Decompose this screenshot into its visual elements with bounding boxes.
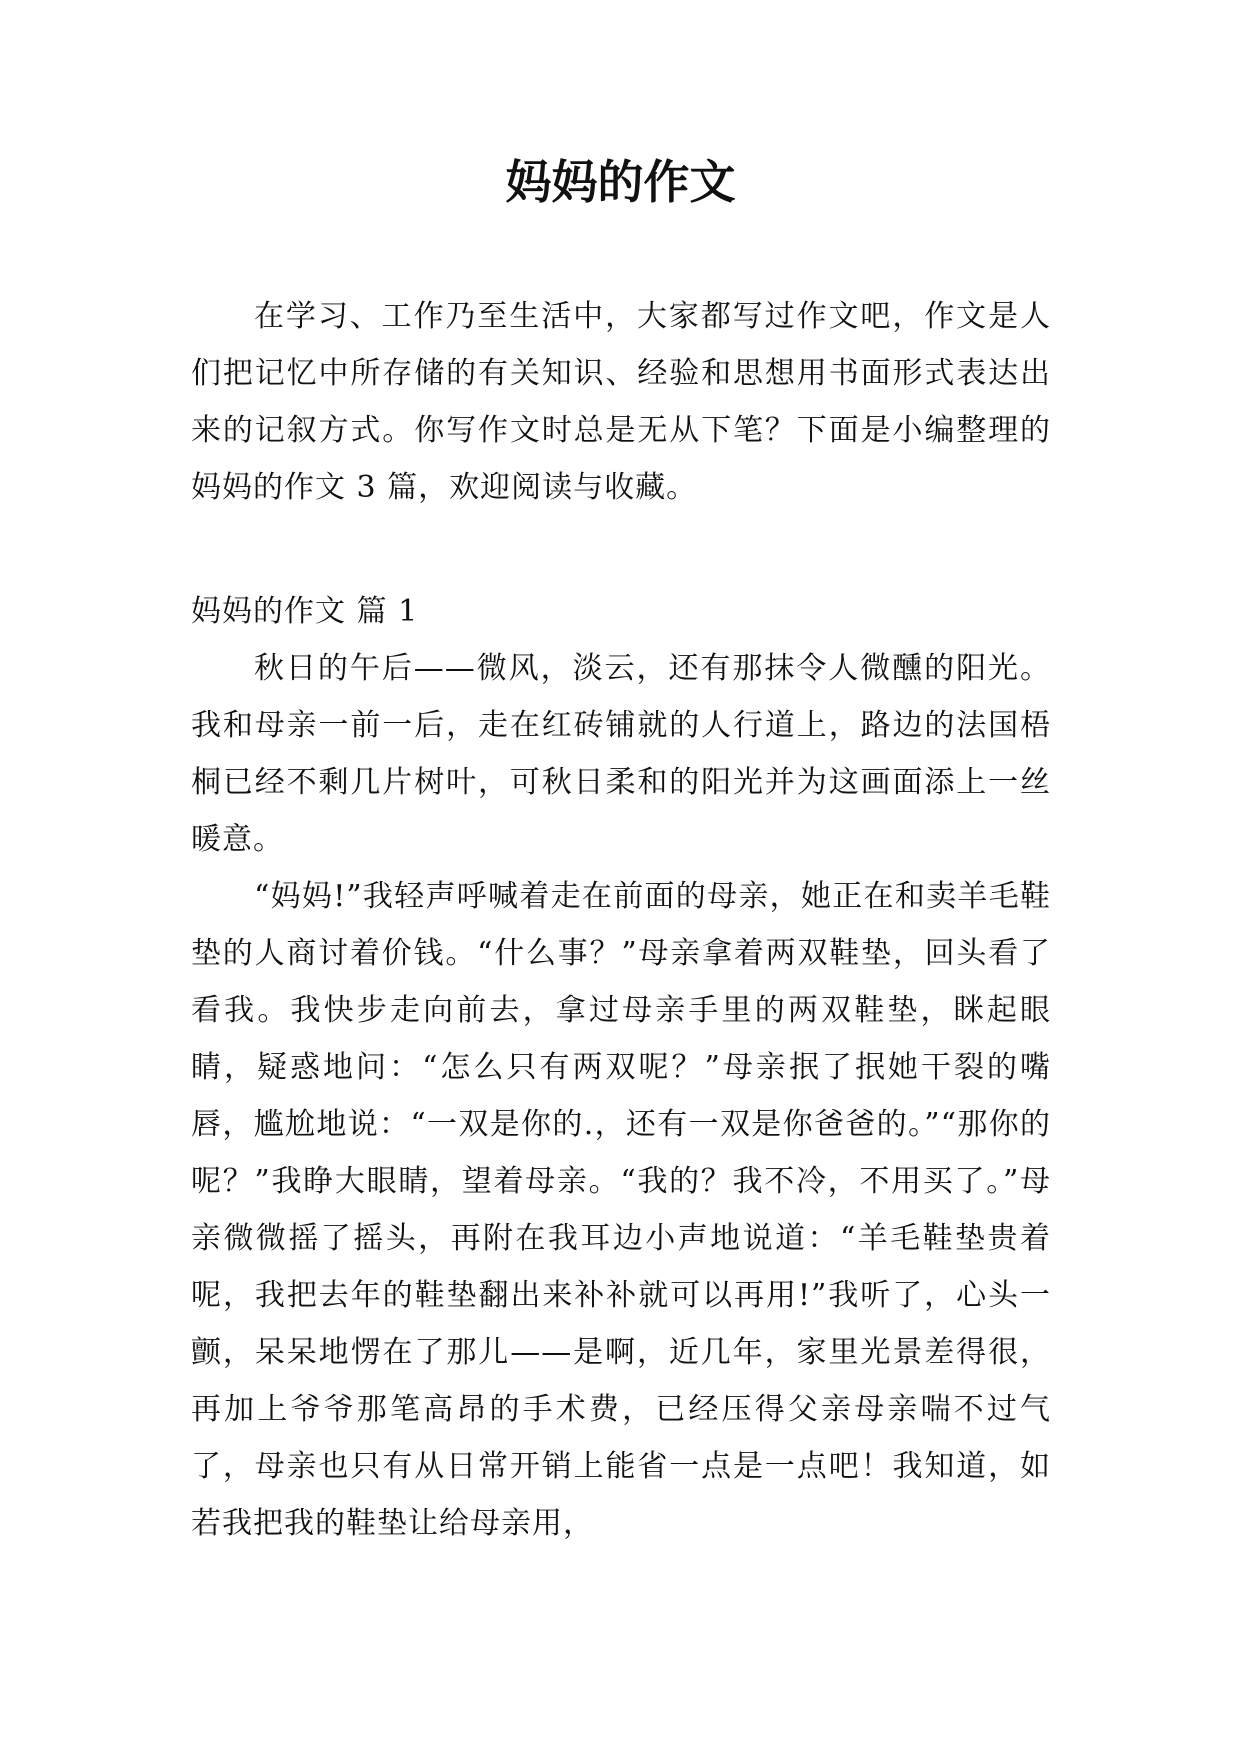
body-paragraph-1: 秋日的午后——微风，淡云，还有那抹令人微醺的阳光。我和母亲一前一后，走在红砖铺就的人行道上，路边的法国梧桐已经不剩几片树叶，可秋日柔和的阳光并为这画面添上一丝暖意。	[191, 651, 1051, 857]
intro-paragraph: 在学习、工作乃至生活中，大家都写过作文吧，作文是人们把记忆中所存储的有关知识、经验和思想用书面形式表达出来的记叙方式。你写作文时总是无从下笔？下面是小编整理的妈妈的作文 3 篇，欢迎阅读与收藏。	[191, 299, 1051, 505]
section-heading: 妈妈的作文 篇 1	[191, 594, 419, 629]
body-paragraph-2: “妈妈!”我轻声呼喊着走在前面的母亲，她正在和卖羊毛鞋垫的人商讨着价钱。“什么事？”母亲拿着两双鞋垫，回头看了看我。我快步走向前去，拿过母亲手里的两双鞋垫，眯起眼睛，疑惑地问：“怎么只有两双呢？”母亲抿了抿她干裂的嘴唇，尴尬地说：“一双是你的.，还有一双是你爸爸的。”“那你的呢？”我睁大眼睛，望着母亲。“我的？我不冷，不用买了。”母亲微微摇了摇头，再附在我耳边小声地说道：“羊毛鞋垫贵着呢，我把去年的鞋垫翻出来补补就可以再用!”我听了，心头一颤，呆呆地愣在了那儿——是啊，近几年，家里光景差得很，再加上爷爷那笔高昂的手术费，已经压得父亲母亲喘不过气了，母亲也只有从日常开销上能省一点是一点吧！我知道，如若我把我的鞋垫让给母亲用，	[191, 879, 1051, 1541]
document-title: 妈妈的作文	[505, 155, 736, 209]
